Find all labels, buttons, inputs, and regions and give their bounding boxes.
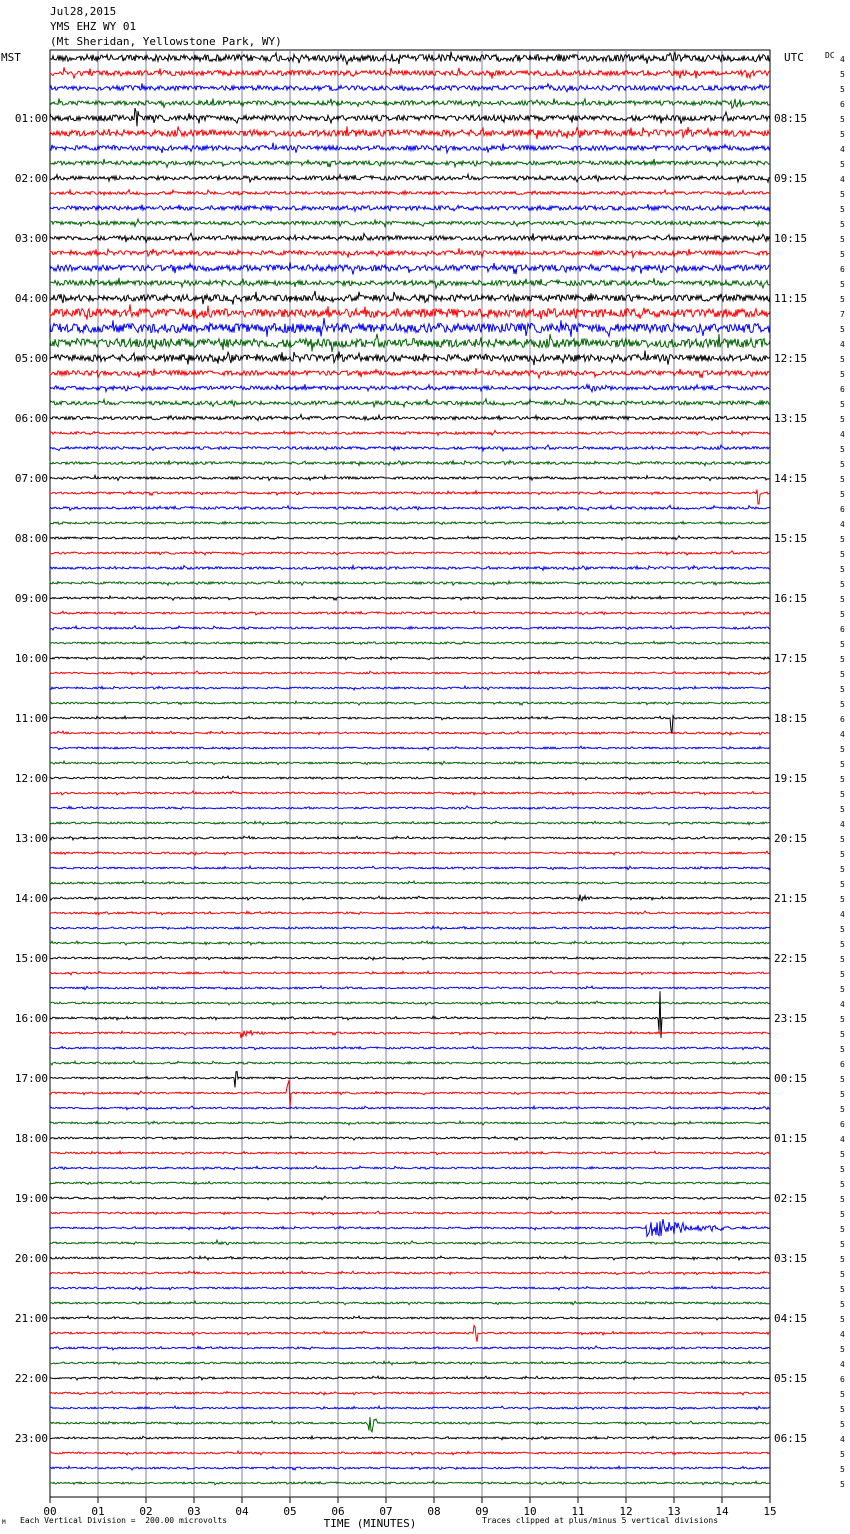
hour-label-local: 08:00 <box>14 532 48 545</box>
seismic-trace <box>50 1451 770 1455</box>
dc-offset-label: 5 <box>840 1090 845 1099</box>
dc-offset-label: 4 <box>840 175 845 184</box>
hour-label-utc: 05:15 <box>774 1372 808 1385</box>
dc-offset-label: 5 <box>840 745 845 754</box>
seismic-trace <box>50 656 770 660</box>
hour-label-local: 04:00 <box>14 292 48 305</box>
hour-label-local: 15:00 <box>14 952 48 965</box>
seismic-trace <box>50 761 770 765</box>
dc-offset-label: 5 <box>840 400 845 409</box>
hour-label-utc: 13:15 <box>774 412 808 425</box>
seismic-trace <box>50 445 770 451</box>
seismic-trace <box>50 881 770 884</box>
dc-offset-label: 5 <box>840 355 845 364</box>
dc-offset-label: 4 <box>840 1000 845 1009</box>
seismic-trace <box>50 851 770 855</box>
seismic-trace <box>50 686 770 690</box>
seismic-trace <box>50 611 770 615</box>
seismic-trace <box>50 1361 770 1365</box>
seismic-trace <box>50 351 770 366</box>
hour-label-local: 13:00 <box>14 832 48 845</box>
seismic-trace <box>50 701 770 705</box>
dc-offset-label: 6 <box>840 265 845 274</box>
seismic-trace <box>50 1046 770 1050</box>
dc-offset-label: 4 <box>840 910 845 919</box>
dc-offset-label: 5 <box>840 1450 845 1459</box>
seismic-trace <box>50 776 770 780</box>
seismic-trace <box>50 1121 770 1125</box>
x-tick-label: 07 <box>379 1505 393 1518</box>
seismic-trace <box>50 986 770 990</box>
seismic-trace <box>50 143 770 153</box>
station-location: (Mt Sheridan, Yellowstone Park, WY) <box>50 35 282 48</box>
hour-label-utc: 18:15 <box>774 712 808 725</box>
hour-label-utc: 09:15 <box>774 172 808 185</box>
dc-offset-label: 4 <box>840 1135 845 1144</box>
seismic-trace <box>50 399 770 407</box>
seismic-trace <box>50 1417 770 1432</box>
dc-offset-label: 5 <box>840 1150 845 1159</box>
seismic-trace <box>50 581 770 586</box>
seismic-trace <box>50 1346 770 1350</box>
x-tick-label: 03 <box>187 1505 201 1518</box>
station-title: YMS EHZ WY 01 <box>50 20 137 33</box>
hour-label-utc: 11:15 <box>774 292 808 305</box>
dc-offset-label: 5 <box>840 895 845 904</box>
dc-offset-label: 5 <box>840 250 845 259</box>
seismic-trace <box>50 368 770 378</box>
dc-offset-label: 6 <box>840 625 845 634</box>
dc-offset-label: 4 <box>840 430 845 439</box>
seismic-trace <box>50 1286 770 1290</box>
dc-offset-label: 5 <box>840 850 845 859</box>
dc-offset-label: 5 <box>840 1345 845 1354</box>
dc-offset-label: 5 <box>840 535 845 544</box>
seismic-trace <box>50 821 770 825</box>
dc-offset-label: 4 <box>840 820 845 829</box>
seismic-trace <box>50 1136 770 1140</box>
x-tick-label: 14 <box>715 1505 729 1518</box>
seismic-trace <box>50 536 770 540</box>
dc-offset-label: 5 <box>840 1015 845 1024</box>
hour-label-local: 12:00 <box>14 772 48 785</box>
dc-offset-label: 6 <box>840 1060 845 1069</box>
seismic-trace <box>50 334 770 352</box>
seismic-trace <box>50 1061 770 1065</box>
seismic-trace <box>50 746 770 750</box>
hour-label-local: 02:00 <box>14 172 48 185</box>
division-note: Each Vertical Division = 200.00 microvolts <box>20 1516 228 1525</box>
seismic-trace <box>50 836 770 840</box>
seismic-trace <box>50 1181 770 1184</box>
dc-offset-label: 5 <box>840 1255 845 1264</box>
dc-offset-label: 5 <box>840 1180 845 1189</box>
hour-label-local: 10:00 <box>14 652 48 665</box>
seismic-trace <box>50 278 770 288</box>
hour-label-utc: 10:15 <box>774 232 808 245</box>
seismic-trace <box>50 806 770 810</box>
hour-label-utc: 22:15 <box>774 952 808 965</box>
seismic-trace <box>50 1256 770 1260</box>
seismic-trace <box>50 1240 770 1245</box>
seismic-trace <box>50 415 770 421</box>
dc-offset-label: 4 <box>840 1330 845 1339</box>
dc-offset-label: 5 <box>840 1240 845 1249</box>
dc-offset-label: 5 <box>840 130 845 139</box>
seismic-trace <box>50 318 770 337</box>
seismic-trace <box>50 626 770 630</box>
seismic-trace <box>50 490 770 505</box>
hour-label-local: 19:00 <box>14 1192 48 1205</box>
seismic-trace <box>50 190 770 196</box>
seismic-trace <box>50 895 770 901</box>
x-tick-label: 12 <box>619 1505 633 1518</box>
hour-label-local: 18:00 <box>14 1132 48 1145</box>
x-tick-label: 10 <box>523 1505 537 1518</box>
seismic-trace <box>50 1196 770 1200</box>
seismic-trace <box>50 159 770 167</box>
dc-offset-label: 4 <box>840 1360 845 1369</box>
hour-label-utc: 01:15 <box>774 1132 808 1145</box>
seismic-trace <box>50 596 770 600</box>
dc-offset-label: 5 <box>840 565 845 574</box>
hour-label-local: 23:00 <box>14 1432 48 1445</box>
dc-offset-label: 5 <box>840 235 845 244</box>
dc-offset-label: 5 <box>840 760 845 769</box>
dc-offset-label: 5 <box>840 1285 845 1294</box>
hour-label-local: 07:00 <box>14 472 48 485</box>
dc-offset-label: 5 <box>840 835 845 844</box>
clip-note: Traces clipped at plus/minus 5 vertical divisions <box>482 1516 719 1525</box>
seismic-trace <box>50 67 770 78</box>
left-timezone-label: MST <box>1 51 21 64</box>
dc-offset-label: 5 <box>840 685 845 694</box>
hour-label-local: 14:00 <box>14 892 48 905</box>
hour-label-local: 20:00 <box>14 1252 48 1265</box>
dc-offset-label: 5 <box>840 1420 845 1429</box>
seismic-trace <box>50 1271 770 1275</box>
hour-label-utc: 20:15 <box>774 832 808 845</box>
dc-offset-label: 5 <box>840 1300 845 1309</box>
plot-date: Jul28,2015 <box>50 5 117 18</box>
seismic-trace <box>50 291 770 305</box>
dc-offset-label: 5 <box>840 1165 845 1174</box>
dc-offset-label: 5 <box>840 1225 845 1234</box>
x-tick-label: 13 <box>667 1505 681 1518</box>
hour-label-utc: 14:15 <box>774 472 808 485</box>
hour-label-local: 11:00 <box>14 712 48 725</box>
seismic-trace <box>50 126 770 139</box>
seismic-trace <box>50 1151 770 1155</box>
dc-offset-label: 5 <box>840 190 845 199</box>
dc-offset-label: 7 <box>840 310 845 319</box>
dc-offset-label: 4 <box>840 55 845 64</box>
seismic-trace <box>50 911 770 915</box>
seismic-trace <box>50 941 770 945</box>
dc-offset-label: 5 <box>840 580 845 589</box>
dc-offset-label: 5 <box>840 415 845 424</box>
seismic-trace <box>50 866 770 870</box>
hour-label-utc: 23:15 <box>774 1012 808 1025</box>
dc-header-label: DC <box>825 51 835 60</box>
seismic-trace <box>50 1106 770 1110</box>
seismic-trace <box>50 460 770 465</box>
dc-offset-label: 5 <box>840 550 845 559</box>
hour-label-utc: 16:15 <box>774 592 808 605</box>
seismic-trace <box>50 1316 770 1320</box>
seismic-trace <box>50 384 770 392</box>
hour-label-utc: 21:15 <box>774 892 808 905</box>
hour-label-local: 16:00 <box>14 1012 48 1025</box>
seismic-trace <box>50 791 770 795</box>
hour-label-utc: 06:15 <box>774 1432 808 1445</box>
dc-offset-label: 5 <box>840 460 845 469</box>
seismic-trace <box>50 1481 770 1485</box>
dc-offset-label: 5 <box>840 805 845 814</box>
dc-offset-label: 5 <box>840 325 845 334</box>
dc-offset-label: 5 <box>840 1315 845 1324</box>
dc-offset-label: 5 <box>840 115 845 124</box>
dc-offset-label: 5 <box>840 985 845 994</box>
seismic-trace <box>50 262 770 275</box>
dc-offset-label: 5 <box>840 1030 845 1039</box>
hour-label-utc: 03:15 <box>774 1252 808 1265</box>
seismic-trace <box>50 1166 770 1170</box>
dc-offset-label: 5 <box>840 85 845 94</box>
right-timezone-label: UTC <box>784 51 804 64</box>
seismic-trace <box>50 1080 770 1108</box>
hour-label-utc: 04:15 <box>774 1312 808 1325</box>
hour-label-local: 03:00 <box>14 232 48 245</box>
dc-offset-label: 5 <box>840 475 845 484</box>
hour-label-utc: 12:15 <box>774 352 808 365</box>
seismic-trace <box>50 219 770 226</box>
seismic-trace <box>50 1219 770 1236</box>
dc-offset-label: 6 <box>840 715 845 724</box>
hour-label-utc: 00:15 <box>774 1072 808 1085</box>
dc-offset-label: 5 <box>840 865 845 874</box>
dc-offset-label: 5 <box>840 70 845 79</box>
dc-offset-label: 5 <box>840 1045 845 1054</box>
seismic-trace <box>50 174 770 182</box>
hour-label-local: 06:00 <box>14 412 48 425</box>
hour-label-local: 01:00 <box>14 112 48 125</box>
dc-offset-label: 5 <box>840 280 845 289</box>
dc-offset-label: 5 <box>840 1480 845 1489</box>
dc-offset-label: 5 <box>840 1210 845 1219</box>
dc-offset-label: 5 <box>840 1390 845 1399</box>
dc-offset-label: 4 <box>840 145 845 154</box>
dc-offset-label: 5 <box>840 220 845 229</box>
hour-label-local: 21:00 <box>14 1312 48 1325</box>
dc-offset-label: 5 <box>840 640 845 649</box>
dc-offset-label: 5 <box>840 595 845 604</box>
hour-label-utc: 17:15 <box>774 652 808 665</box>
dc-offset-label: 6 <box>840 100 845 109</box>
seismic-trace <box>50 430 770 435</box>
dc-offset-label: 5 <box>840 700 845 709</box>
dc-offset-label: 5 <box>840 670 845 679</box>
seismic-trace <box>50 1376 770 1380</box>
dc-offset-label: 5 <box>840 205 845 214</box>
dc-offset-label: 5 <box>840 1270 845 1279</box>
x-tick-label: 08 <box>427 1505 441 1518</box>
hour-label-utc: 19:15 <box>774 772 808 785</box>
seismic-trace <box>50 1326 770 1342</box>
seismic-trace <box>50 83 770 92</box>
seismic-trace <box>50 475 770 480</box>
dc-offset-label: 6 <box>840 1120 845 1129</box>
dc-offset-label: 5 <box>840 925 845 934</box>
seismic-trace <box>50 1391 770 1395</box>
x-tick-label: 11 <box>571 1505 585 1518</box>
seismic-trace <box>50 551 770 555</box>
seismic-trace <box>50 521 770 525</box>
seismic-trace <box>50 98 770 108</box>
dc-offset-label: 5 <box>840 1195 845 1204</box>
x-tick-label: 01 <box>91 1505 105 1518</box>
scale-mark: M <box>2 1519 6 1526</box>
dc-offset-label: 6 <box>840 1375 845 1384</box>
seismic-trace <box>50 1466 770 1470</box>
hour-label-utc: 02:15 <box>774 1192 808 1205</box>
seismic-trace <box>50 956 770 960</box>
seismic-trace <box>50 233 770 242</box>
seismic-trace <box>50 304 770 319</box>
dc-offset-label: 6 <box>840 385 845 394</box>
x-tick-label: 02 <box>139 1505 153 1518</box>
dc-offset-label: 5 <box>840 655 845 664</box>
dc-offset-label: 4 <box>840 1435 845 1444</box>
x-tick-label: 04 <box>235 1505 249 1518</box>
hour-label-local: 09:00 <box>14 592 48 605</box>
hour-label-utc: 15:15 <box>774 532 808 545</box>
seismic-trace <box>50 926 770 930</box>
seismic-trace <box>50 671 770 675</box>
hour-label-local: 22:00 <box>14 1372 48 1385</box>
seismic-trace <box>50 641 770 644</box>
hour-label-utc: 08:15 <box>774 112 808 125</box>
dc-offset-label: 6 <box>840 505 845 514</box>
seismic-trace <box>50 108 770 126</box>
x-axis-title: TIME (MINUTES) <box>323 1517 417 1530</box>
dc-offset-label: 5 <box>840 955 845 964</box>
dc-offset-label: 5 <box>840 940 845 949</box>
seismic-trace <box>50 1406 770 1410</box>
dc-offset-label: 5 <box>840 1075 845 1084</box>
dc-offset-label: 4 <box>840 520 845 529</box>
x-tick-label: 05 <box>283 1505 297 1518</box>
dc-offset-label: 5 <box>840 1105 845 1114</box>
dc-offset-label: 5 <box>840 445 845 454</box>
dc-offset-label: 5 <box>840 775 845 784</box>
dc-offset-label: 4 <box>840 730 845 739</box>
x-tick-label: 00 <box>43 1505 57 1518</box>
dc-offset-label: 5 <box>840 610 845 619</box>
seismic-trace <box>50 204 770 211</box>
seismic-trace <box>50 1301 770 1305</box>
plot-frame <box>50 50 770 1497</box>
seismic-trace <box>50 52 770 65</box>
seismic-trace <box>50 1436 770 1440</box>
seismic-trace <box>50 1211 770 1215</box>
hour-label-local: 05:00 <box>14 352 48 365</box>
seismic-trace <box>50 505 770 510</box>
seismic-trace <box>50 566 770 571</box>
seismic-trace <box>50 971 770 975</box>
seismic-trace <box>50 716 770 734</box>
seismic-trace <box>50 1001 770 1005</box>
seismic-trace <box>50 248 770 257</box>
dc-offset-label: 4 <box>840 340 845 349</box>
dc-offset-label: 5 <box>840 1465 845 1474</box>
x-tick-label: 09 <box>475 1505 489 1518</box>
seismic-trace <box>50 991 770 1038</box>
seismic-trace <box>50 731 770 735</box>
hour-label-local: 17:00 <box>14 1072 48 1085</box>
dc-offset-label: 5 <box>840 790 845 799</box>
dc-offset-label: 5 <box>840 370 845 379</box>
dc-offset-label: 5 <box>840 1405 845 1414</box>
seismic-trace <box>50 1030 770 1038</box>
seismic-trace <box>50 1071 770 1087</box>
x-tick-label: 15 <box>763 1505 777 1518</box>
x-tick-label: 06 <box>331 1505 345 1518</box>
dc-offset-label: 5 <box>840 970 845 979</box>
dc-offset-label: 5 <box>840 160 845 169</box>
dc-offset-label: 5 <box>840 490 845 499</box>
dc-offset-label: 5 <box>840 295 845 304</box>
dc-offset-label: 5 <box>840 880 845 889</box>
